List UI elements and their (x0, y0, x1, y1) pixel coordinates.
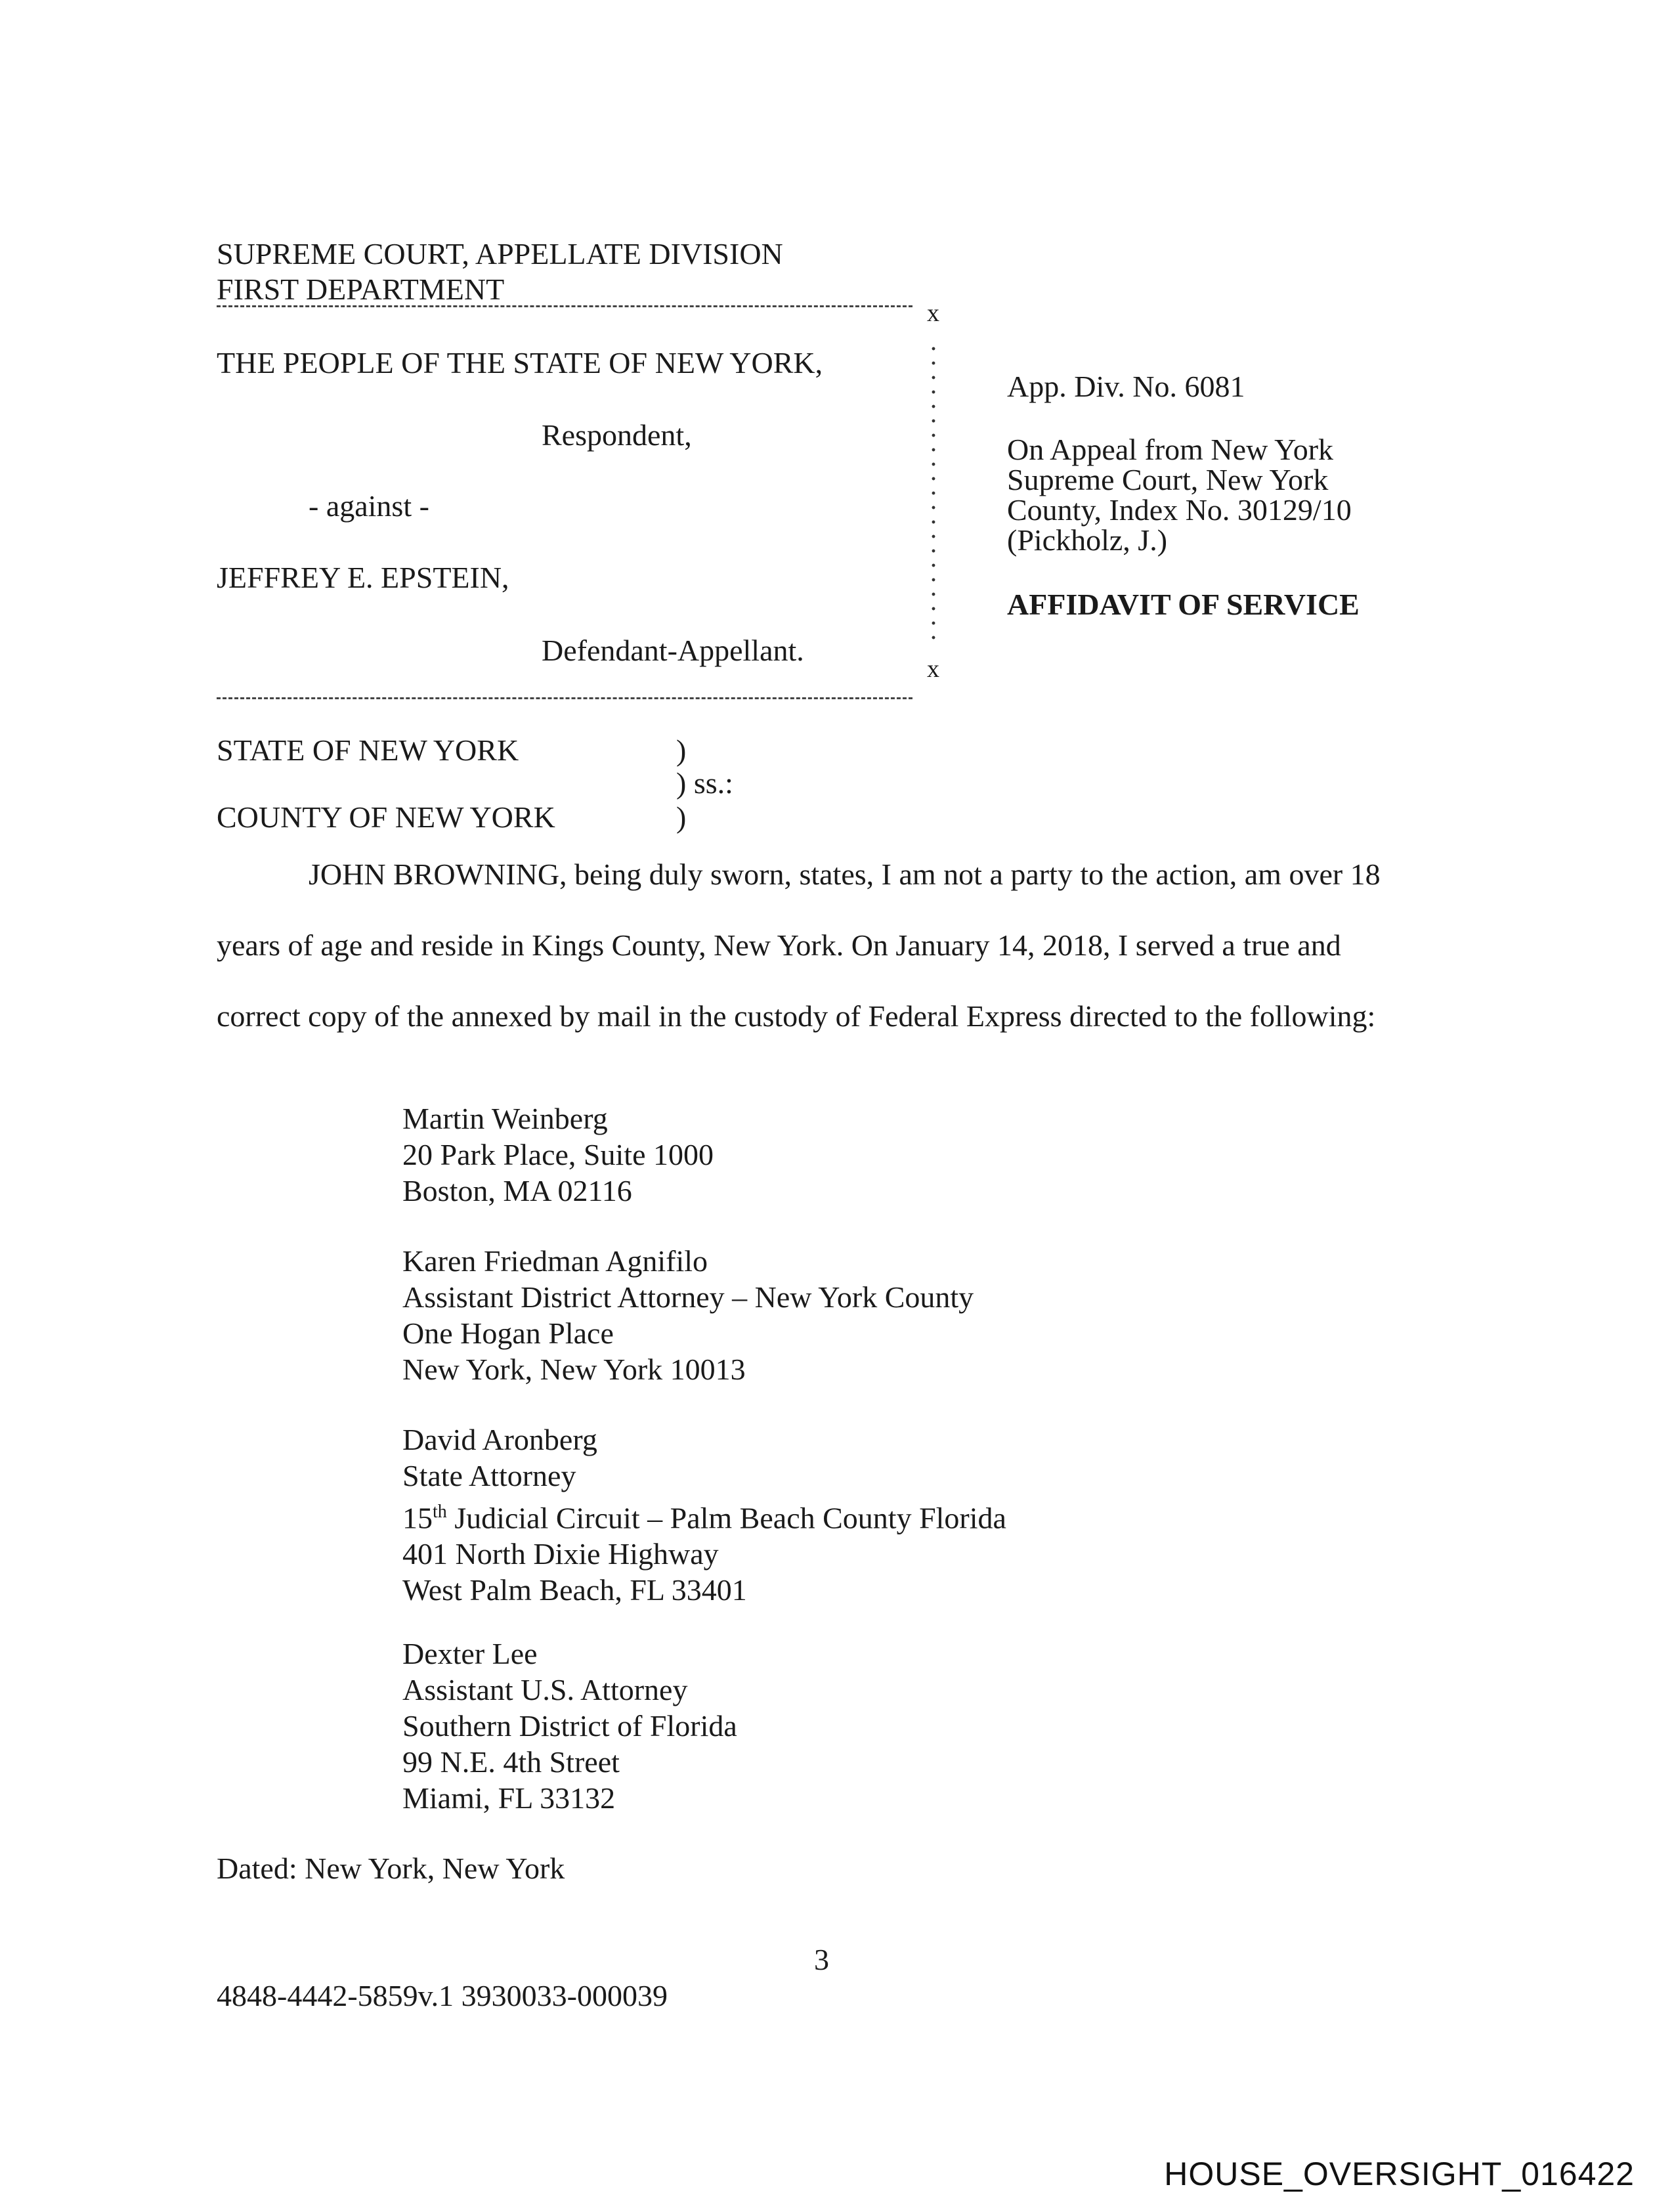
recipient-lee (402, 1636, 737, 1816)
recipient-line: 99 N.E. 4th Street (402, 1745, 620, 1779)
circuit-number: 15 (402, 1501, 433, 1535)
caption-colon-divider (932, 341, 935, 650)
recipient-title: State Attorney (402, 1459, 576, 1492)
document-id: 4848-4442-5859v.1 3930033-000039 (217, 1979, 668, 2012)
court-department: FIRST DEPARTMENT (217, 272, 505, 306)
recipient-line: One Hogan Place (402, 1316, 614, 1350)
recipient-line: Assistant U.S. Attorney (402, 1673, 688, 1706)
recipient-agnifilo (402, 1243, 974, 1387)
recipient-aronberg (402, 1421, 1006, 1608)
plaintiff-role: Respondent, (542, 418, 692, 452)
affidavit-line-1: JOHN BROWNING, being duly sworn, states, I am not a party to the action, am over 18 (309, 857, 1381, 891)
caption-top-rule (217, 305, 912, 307)
recipient-line: Karen Friedman Agnifilo (402, 1244, 708, 1278)
affidavit-line-3: correct copy of the annexed by mail in the custody of Federal Express directed to the following: (217, 999, 1376, 1033)
document-title: AFFIDAVIT OF SERVICE (1007, 588, 1360, 621)
caption-x-bottom: x (927, 655, 939, 683)
defendant-name: JEFFREY E. EPSTEIN, (217, 561, 509, 594)
recipient-circuit (402, 1494, 1006, 1536)
appeal-line-3: County, Index No. 30129/10 (1007, 493, 1352, 527)
affidavit-line-2: years of age and reside in Kings County, New York. On January 14, 2018, I served a true and (217, 928, 1341, 962)
recipient-weinberg (402, 1100, 714, 1209)
caption-bottom-rule (217, 697, 912, 699)
recipient-name: David Aronberg (402, 1423, 597, 1456)
recipient-line: Miami, FL 33132 (402, 1781, 616, 1815)
recipient-line: 20 Park Place, Suite 1000 (402, 1138, 714, 1171)
recipient-line: Dexter Lee (402, 1637, 538, 1670)
venue-paren-3: ) (676, 800, 687, 834)
recipient-city: West Palm Beach, FL 33401 (402, 1573, 747, 1607)
circuit-rest: Judicial Circuit – Palm Beach County Florida (446, 1501, 1006, 1535)
recipient-street: 401 North Dixie Highway (402, 1537, 719, 1571)
circuit-ordinal: th (433, 1502, 447, 1522)
appeal-line-1: On Appeal from New York (1007, 433, 1334, 466)
appeal-line-4: (Pickholz, J.) (1007, 523, 1168, 557)
recipient-line: Martin Weinberg (402, 1102, 608, 1135)
recipient-line: New York, New York 10013 (402, 1353, 746, 1386)
app-div-number: App. Div. No. 6081 (1007, 370, 1245, 403)
venue-paren-1: ) (676, 733, 687, 767)
dated-line: Dated: New York, New York (217, 1852, 565, 1885)
plaintiff-name: THE PEOPLE OF THE STATE OF NEW YORK, (217, 346, 823, 380)
venue-county: COUNTY OF NEW YORK (217, 800, 555, 834)
caption-x-top: x (927, 299, 939, 327)
recipient-line: Assistant District Attorney – New York County (402, 1280, 974, 1314)
appeal-line-2: Supreme Court, New York (1007, 463, 1329, 496)
venue-ss: ) ss.: (676, 766, 733, 800)
recipient-line: Southern District of Florida (402, 1709, 737, 1743)
against-label: - against - (309, 489, 429, 523)
recipient-line: Boston, MA 02116 (402, 1174, 632, 1207)
venue-state: STATE OF NEW YORK (217, 733, 519, 767)
defendant-role: Defendant-Appellant. (542, 634, 804, 667)
court-name: SUPREME COURT, APPELLATE DIVISION (217, 237, 783, 271)
page-number: 3 (814, 1943, 829, 1976)
bates-number: HOUSE_OVERSIGHT_016422 (1164, 2156, 1635, 2192)
